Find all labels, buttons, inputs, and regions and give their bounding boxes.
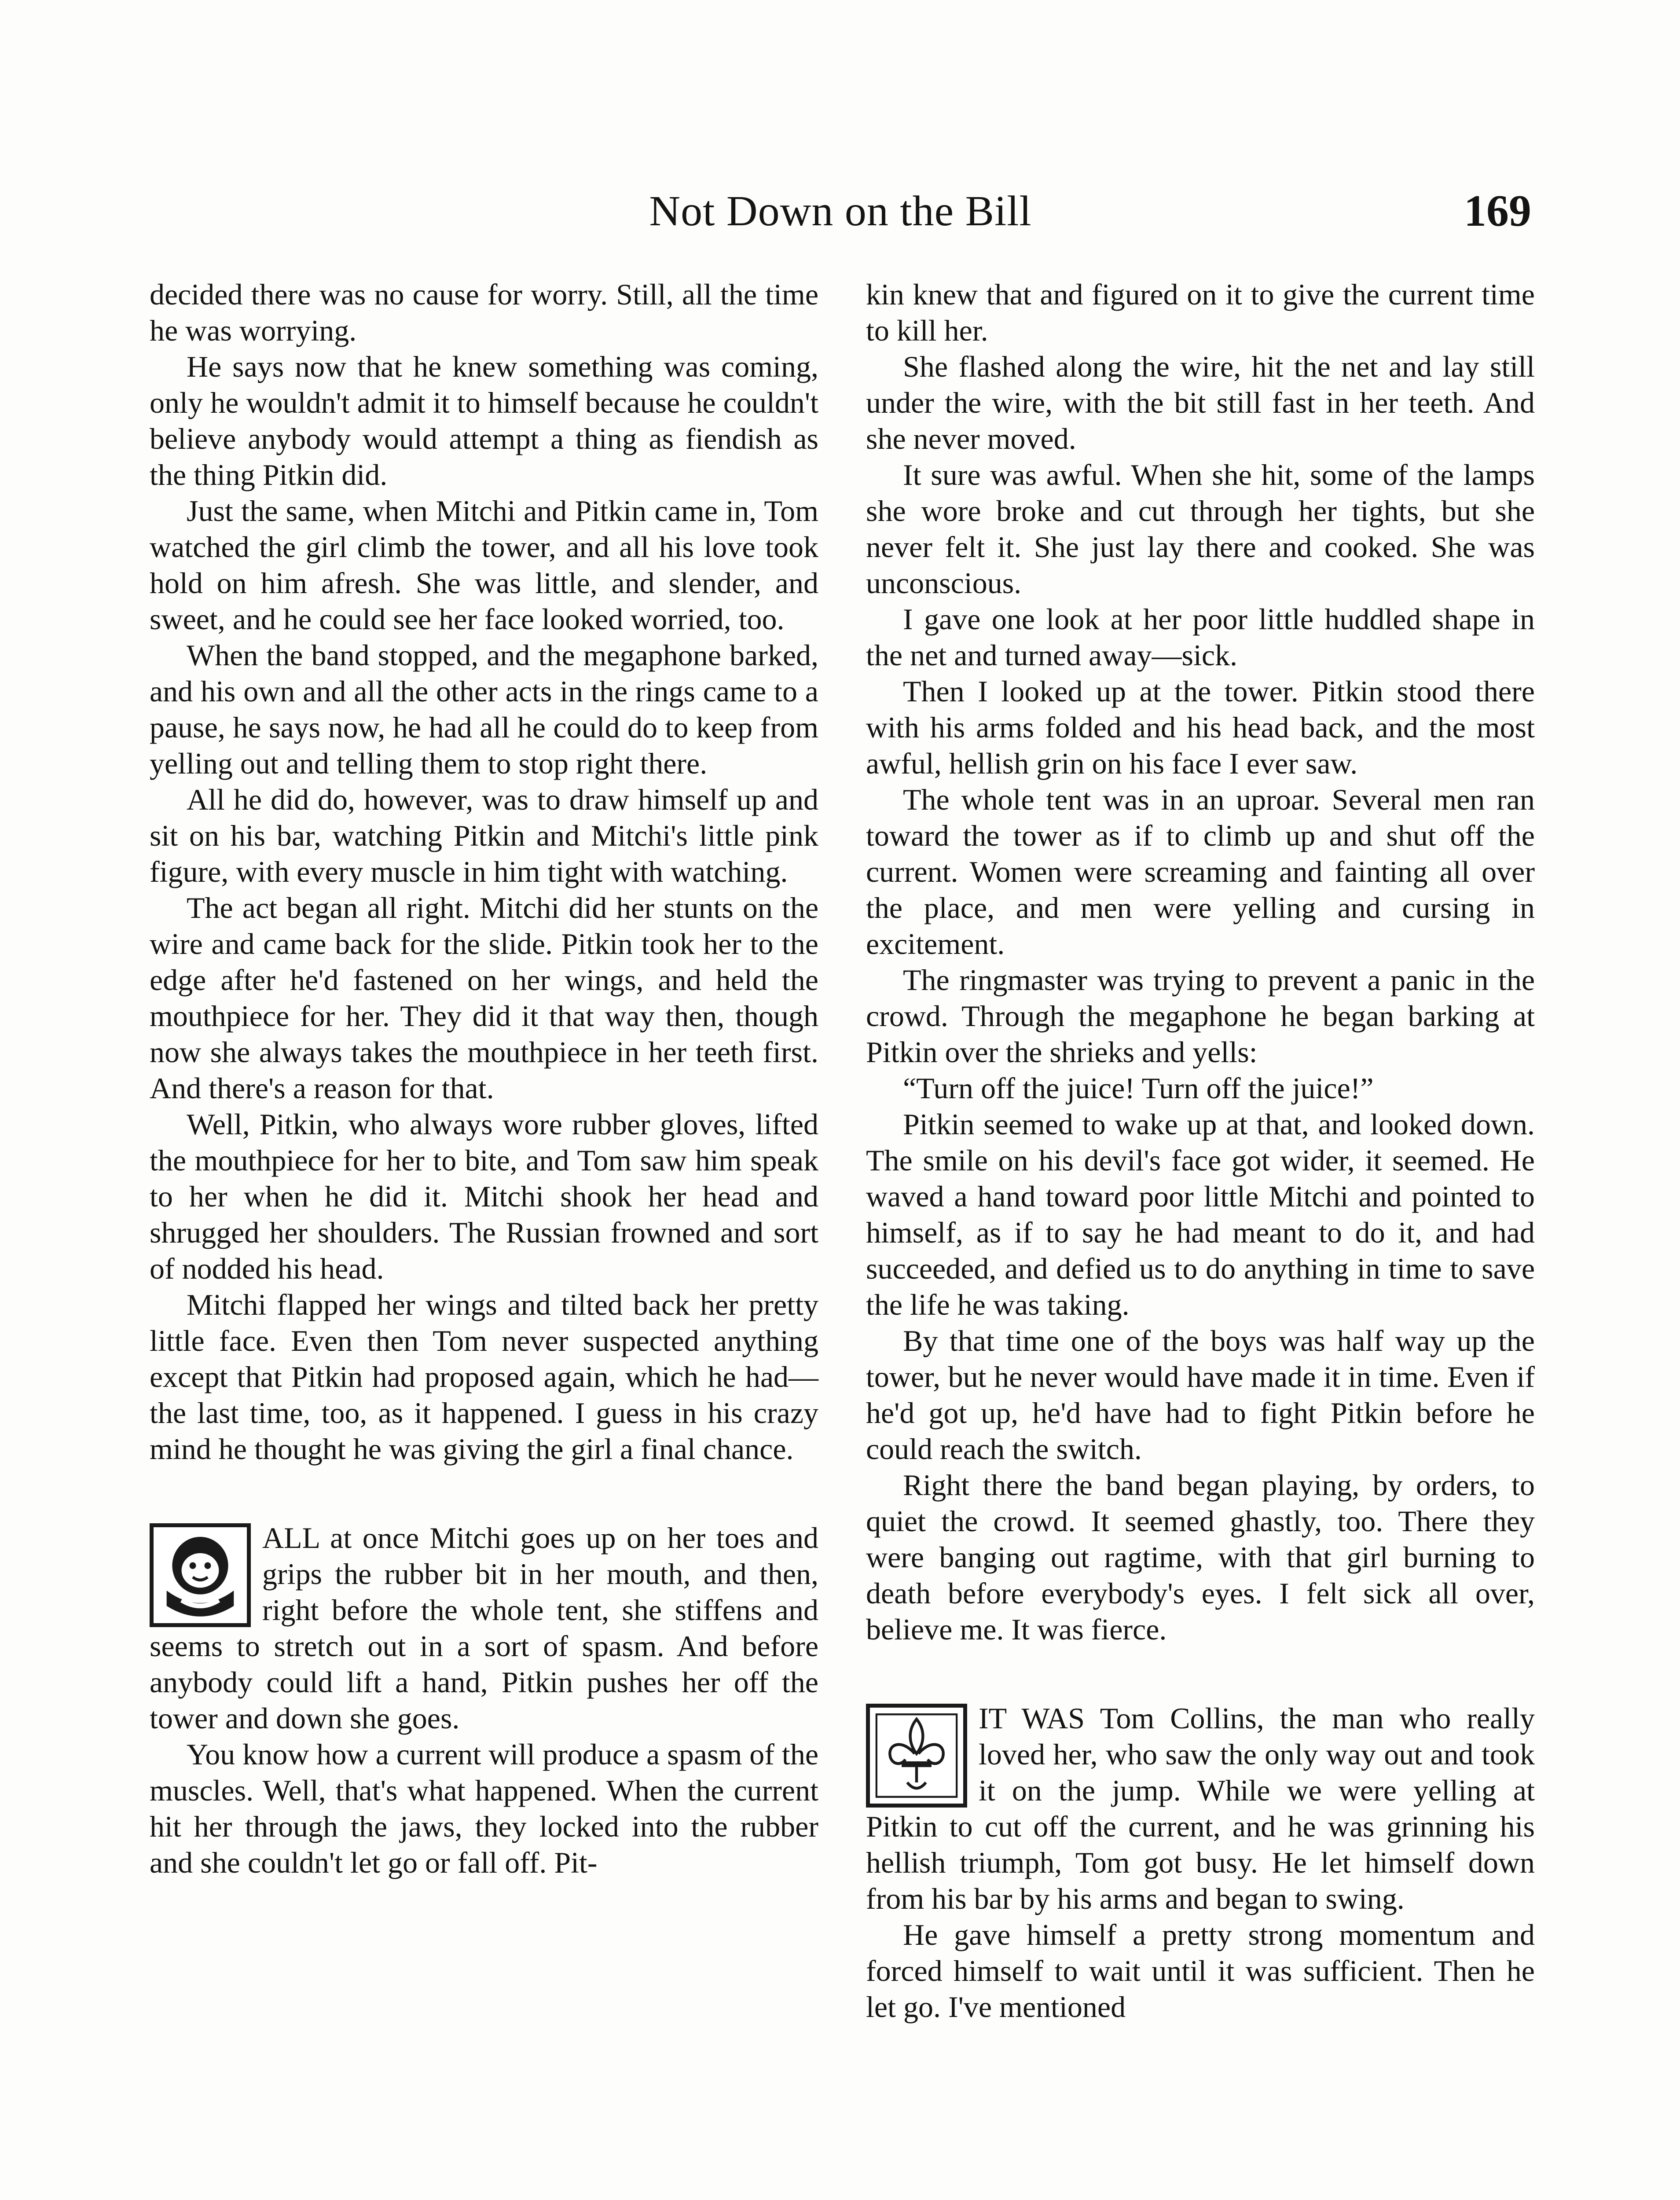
paragraph: Right there the band began playing, by orders, to quiet the crowd. It seemed ghastly, too. There they were banging out ragtime, with that girl burning to death before everybody's eyes. I felt sick all over, believe me. It was fierce. xyxy=(866,1468,1535,1646)
left-column xyxy=(150,276,818,1881)
section-break xyxy=(150,1520,818,1736)
section-break xyxy=(866,1700,1535,1917)
paragraph: He says now that he knew something was coming, only he wouldn't admit it to himself because he couldn't believe anybody would attempt a thing as fiendish as the thing Pitkin did. xyxy=(150,350,818,491)
page-number: 169 xyxy=(1464,186,1531,236)
paragraph: Well, Pitkin, who always wore rubber gloves, lifted the mouthpiece for her to bite, and Tom saw him speak to her when he did it. Mitchi shook her head and shrugged her shoulders. The Russian frowned and sort of nodded his head. xyxy=(150,1107,818,1285)
paragraph: When the band stopped, and the megaphone barked, and his own and all the other acts in the rings came to a pause, he says now, he had all he could do to keep from yelling out and telling them to stop right there. xyxy=(150,638,818,780)
paragraph: The whole tent was in an uproar. Several men ran toward the tower as if to climb up and shut off the current. Women were screaming and fainting all over the place, and men were yelling and cursing in excitement. xyxy=(866,783,1535,961)
paragraph: IT WAS Tom Collins, the man who really loved her, who saw the only way out and took it on the jump. While we were yelling at Pitkin to cut off the current, and he was grinning his hellish triumph, Tom got busy. He let himself down from his bar by his arms and began to swing. xyxy=(866,1701,1535,1915)
page-header xyxy=(150,183,1531,240)
paragraph: The ringmaster was trying to prevent a panic in the crowd. Through the megaphone he began barking at Pitkin over the shrieks and yells: xyxy=(866,963,1535,1069)
paragraph: You know how a current will produce a spasm of the muscles. Well, that's what happened. When the current hit her through the jaws, they locked into the rubber and she couldn't let go or fall off. Pit- xyxy=(150,1738,818,1879)
paragraph: She flashed along the wire, hit the net and lay still under the wire, with the bit still fast in her teeth. And she never moved. xyxy=(866,350,1535,455)
fleur-de-lis-icon xyxy=(866,1704,967,1808)
right-column xyxy=(866,276,1535,2025)
paragraph: It sure was awful. When she hit, some of the lamps she wore broke and cut through her tights, but she never felt it. She just lay there and cooked. She was unconscious. xyxy=(866,458,1535,600)
paragraph: The act began all right. Mitchi did her stunts on the wire and came back for the slide. Pitkin took her to the edge after he'd fastened on her wings, and held the mouthpiece for her. They did it that way then, though now she always takes the mouthpiece in her teeth first. And there's a reason for that. xyxy=(150,891,818,1105)
paragraph: Mitchi flapped her wings and tilted back her pretty little face. Even then Tom never suspected anything except that Pitkin had proposed again, which he had—the last time, too, as it happened. I guess in his crazy mind he thought he was giving the girl a final chance. xyxy=(150,1288,818,1466)
paragraph: Just the same, when Mitchi and Pitkin came in, Tom watched the girl climb the tower, and all his love took hold on him afresh. She was little, and slender, and sweet, and he could see her face looked worried, too. xyxy=(150,494,818,636)
paragraph: ALL at once Mitchi goes up on her toes and grips the rubber bit in her mouth, and then, right before the whole tent, she stiffens and seems to stretch out in a sort of spasm. And before anybody could lift a hand, Pitkin pushes her off the tower and down she goes. xyxy=(150,1521,818,1735)
paragraph: All he did do, however, was to draw himself up and sit on his bar, watching Pitkin and Mitchi's little pink figure, with every muscle in him tight with watching. xyxy=(150,783,818,888)
paragraph: Pitkin seemed to wake up at that, and looked down. The smile on his devil's face got wider, it seemed. He waved a hand toward poor little Mitchi and pointed to himself, as if to say he had meant to do it, and had succeeded, and defied us to do anything in time to save the life he was taking. xyxy=(866,1107,1535,1321)
paragraph: He gave himself a pretty strong momentum and forced himself to wait until it was sufficient. Then he let go. I've mentioned xyxy=(866,1918,1535,2024)
face-icon xyxy=(150,1523,251,1627)
paragraph: decided there was no cause for worry. Still, all the time he was worrying. xyxy=(150,278,818,347)
paragraph: kin knew that and figured on it to give the current time to kill her. xyxy=(866,278,1535,347)
paragraph: Then I looked up at the tower. Pitkin stood there with his arms folded and his head back, and the most awful, hellish grin on his face I ever saw. xyxy=(866,675,1535,780)
paragraph: I gave one look at her poor little huddled shape in the net and turned away—sick. xyxy=(866,602,1535,672)
paragraph: “Turn off the juice! Turn off the juice!” xyxy=(903,1071,1374,1105)
running-title: Not Down on the Bill xyxy=(649,187,1032,235)
paragraph: By that time one of the boys was half way up the tower, but he never would have made it in time. Even if he'd got up, he'd have had to fight Pitkin before he could reach the switch. xyxy=(866,1324,1535,1466)
